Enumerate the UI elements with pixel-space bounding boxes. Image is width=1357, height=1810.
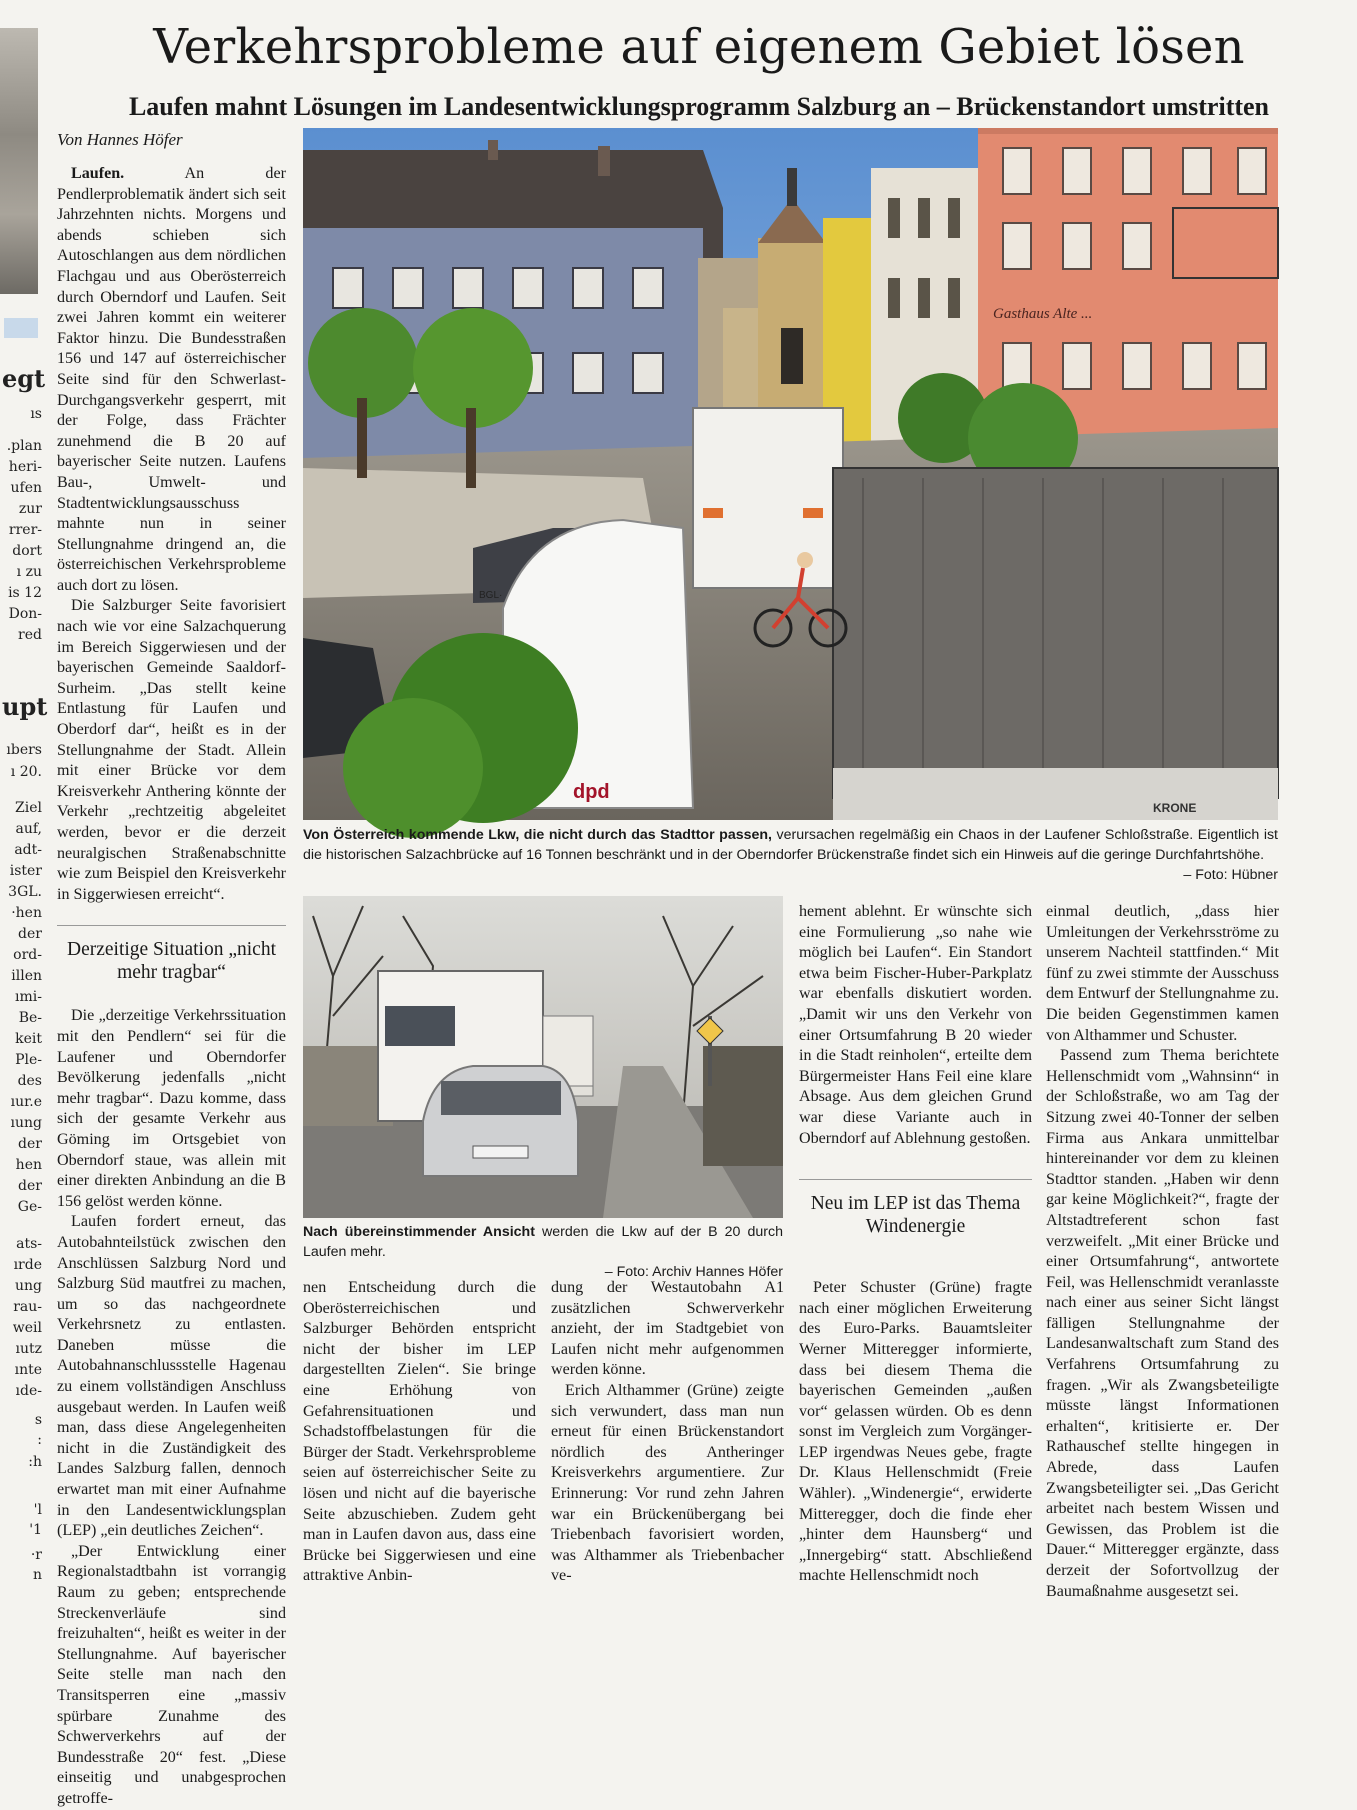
neighbor-text-fragment: ı 20. <box>10 764 42 780</box>
neighbor-text-fragment: ord- <box>13 947 42 963</box>
photo2-caption <box>303 1222 783 1282</box>
neighbor-text-fragment: Be- <box>18 1010 42 1026</box>
neighbor-text-fragment: Don- <box>8 606 42 622</box>
neighbor-text-fragment: : <box>37 1432 42 1448</box>
neighbor-text-fragment: ·r <box>30 1547 42 1563</box>
neighbor-text-fragment: ımi- <box>15 989 42 1005</box>
paragraph: Laufen fordert erneut, das Autobahnteilstück zwischen den Anschlüssen Salzburg Nord und Salzburg Süd mautfrei zu machen, um so das nachgeordnete Verkehrsnetz zu entlasten. Daneben müsse die Autobahnanschlussstelle Hagenau zu einem vollständigen Anschluss ausgebaut werden. In Laufen weiß man, dass diese Angelegenheiten nicht in die Zuständigkeit des Landes Salzburg fallen, dennoch erwartet man mit einer Aufnahme in den Landesentwicklungsplan (LEP) „ein deutliches Zeichen“. <box>57 1213 286 1540</box>
neighbor-text-fragment: auf, <box>15 821 42 837</box>
caption-lead: Von Österreich kommende Lkw, die nicht durch das Stadttor passen, <box>303 827 772 843</box>
caption-text: werden die Lkw auf der B 20 durch Laufen mehr. <box>303 1224 783 1260</box>
neighbor-text-fragment: '1 <box>29 1522 42 1538</box>
trailer-brand-text: KRONE <box>1153 801 1197 815</box>
neighbor-text-fragment: heri- <box>8 459 42 475</box>
van-logo-text: dpd <box>573 781 610 803</box>
neighbor-article-edge <box>0 0 48 1600</box>
street-scene-photo <box>303 128 1278 820</box>
neighbor-text-fragment: s <box>34 1412 42 1428</box>
street-scene-illustration <box>303 128 1278 820</box>
neighbor-text-fragment: ung <box>15 1278 42 1294</box>
neighbor-text-fragment: ats- <box>16 1236 42 1252</box>
neighbor-text-fragment: egt <box>2 364 46 393</box>
paragraph: nen Entscheidung durch die Oberösterreichischen und Salzburger Behörden entspricht nicht der bisher im LEP dargestellten Zielen“. Sie bringe eine Erhöhung von Gefahrensituationen und Schadstoffbelastungen für die Bürger der Stadt. Verkehrsprobleme seien auf österreichischer Seite zu lösen und nicht auf die bayerische Seite abzuschieben. Zudem geht man in Laufen davon aus, dass eine Brücke bei Siggerwiesen und eine attraktive Anbin- <box>303 1279 536 1585</box>
b20-trucks-illustration <box>303 896 783 1218</box>
neighbor-text-fragment: ister <box>9 863 42 879</box>
paragraph: hement ablehnt. Er wünschte sich eine Formulierung „so nahe wie möglich bei Laufen“. Ein Standort etwa beim Fischer-Huber-Parkplatz war ebenfalls diskutiert worden. „Damit wir uns den Verkehr von einer Ortsumfahrung B 20 wieder in die Stadt reinholen“, erteilte dem Bürgermeister Hans Feil eine klare Absage. Aus dem gleichen Grund war diese Variante auch in Oberndorf auf Ablehnung gestoßen. <box>799 903 1032 1147</box>
neighbor-photo-fragment <box>0 28 38 294</box>
paragraph: dung der Westautobahn A1 zusätzlichen Schwerverkehr anzieht, der im Stadtgebiet von Laufen nicht mehr aufgenommen werden könne. <box>551 1279 784 1379</box>
paragraph: Erich Althammer (Grüne) zeigte sich verwundert, dass man nun erneut für einen Brückenstandort nördlich des Antheringer Kreisverkehrs argumentiere. Zur Erinnerung: Vor rund zehn Jahren war ein Brückenübergang bei Triebenbach favorisiert worden, was Althammer als Triebenbacher ve- <box>551 1381 784 1585</box>
neighbor-text-fragment: ıutz <box>15 1341 42 1357</box>
paragraph: Die Salzburger Seite favorisiert nach wie vor eine Salzachquerung im Bereich Siggerwiesen und der bayerischen Gemeinde Saaldorf-Surheim. „Das stellt keine Entlastung für Laufen und Oberdorf dar“, heißt es in der Stellungnahme der Stadt. Allein mit einer Brücke vor dem Kreisverkehr Anthering könnte der Verkehr „rechtzeitig abgeleitet werden, bevor er die derzeit neuralgischen Straßenabschnitte wie zum Beispiel den Kreisverkehr in Siggerwiesen erreicht“. <box>57 597 286 903</box>
neighbor-text-fragment: weil <box>12 1320 42 1336</box>
neighbor-text-fragment: der <box>18 1136 42 1152</box>
neighbor-text-fragment: 3GL. <box>8 884 42 900</box>
neighbor-text-fragment: ınte <box>14 1362 42 1378</box>
neighbor-text-fragment: rau- <box>13 1299 42 1315</box>
photo1-caption <box>303 825 1278 885</box>
neighbor-text-fragment: ıbers <box>6 742 42 758</box>
paragraph: einmal deutlich, „dass hier Umleitungen der Verkehrsströme zu unserem Nachteil stattfinden.“ Mit fünf zu zwei stimmte der Ausschuss dem Entwurf der Stellungnahme zu. Die beiden Gegenstimmen kamen von Althammer und Schuster. <box>1046 903 1279 1044</box>
paragraph <box>57 164 286 596</box>
neighbor-text-fragment: des <box>17 1073 42 1089</box>
subheading: Neu im LEP ist das Thema Windenergie <box>799 1179 1032 1238</box>
neighbor-text-fragment: upt <box>2 692 48 721</box>
article-subtitle: Laufen mahnt Lösungen im Landesentwicklungsprogramm Salzburg an – Brückenstandort umstritten <box>128 92 1270 121</box>
b20-trucks-photo <box>303 896 783 1218</box>
column-3 <box>551 1278 784 1587</box>
car-plate-text: BGL· <box>479 590 503 601</box>
column-5 <box>1046 902 1279 1602</box>
neighbor-text-fragment: ıs <box>30 406 42 422</box>
neighbor-text-fragment: n <box>32 1567 42 1583</box>
neighbor-text-fragment: is 12 <box>8 585 42 601</box>
neighbor-text-fragment: Ziel <box>15 800 42 816</box>
dateline: Laufen. <box>71 165 125 182</box>
neighbor-text-fragment: der <box>18 1178 42 1194</box>
neighbor-text-fragment: zur <box>18 501 42 517</box>
subheading: Derzeitige Situation „nicht mehr tragbar“ <box>57 925 286 984</box>
byline: Von Hannes Höfer <box>57 130 183 149</box>
neighbor-text-fragment: :h <box>28 1454 42 1470</box>
paragraph: „Der Entwicklung einer Regionalstadtbahn ist vorrangig Raum zu geben; entsprechende Streckenverläufe sind freizuhalten“, heißt es weiter in der Stellungnahme. Auf bayerischer Seite stelle man nach den Transitsperren eine „massiv spürbare Zunahme des Schwerverkehrs auf der Bundesstraße 20“ fest. „Diese einseitig und unabgesprochen getroffe- <box>57 1542 286 1807</box>
neighbor-text-fragment: rrer- <box>8 522 42 538</box>
neighbor-text-fragment: ı zu <box>16 564 42 580</box>
photo-credit: – Foto: Archiv Hannes Höfer <box>604 1264 783 1280</box>
neighbor-text-fragment: ıur.e <box>10 1094 42 1110</box>
paragraph: Peter Schuster (Grüne) fragte nach einer möglichen Erweiterung des Euro-Parks. Bauamtsleiter Werner Mitteregger informierte, dass bei diesem Thema die bayerischen Gemeinden „außen vor“ gelassen würden. Ob es denn sonst im Vergleich zum Vorgänger-LEP irgendwas Neues gebe, fragte Dr. Klaus Hellenschmidt (Freie Wähler). „Windenergie“, erwiderte Mitteregger, doch die finde eher „hinter dem Haunsberg“ und „Innergebirg“ statt. Abschließend machte Hellenschmidt noch <box>799 1279 1032 1585</box>
neighbor-color-block <box>4 318 38 338</box>
neighbor-text-fragment: der <box>18 926 42 942</box>
neighbor-text-fragment: .plan <box>6 438 42 454</box>
neighbor-text-fragment: 'l <box>33 1502 42 1518</box>
neighbor-text-fragment: ıde- <box>15 1383 42 1399</box>
paragraph-text: An der Pendlerproblematik ändert sich seit Jahrzehnten nichts. Morgens und abends schieben sich Autoschlangen aus dem nördlichen Flachgau und aus Oberösterreich durch Oberndorf und Laufen. Seit zwei Jahren kommt ein weiterer Faktor hinzu. Die Bundesstraßen 156 und 147 auf österreichischer Seite sind für den Schwerlast-Durchgangsverkehr gesperrt, mit der Folge, dass Frächter zunehmend die B 20 auf bayerischer Seite nutzen. Laufens Bau-, Umwelt- und Stadtentwicklungsausschuss mahnte nun in seiner Stellungnahme dringend an, die österreichischen Verkehrsprobleme auch dort zu lösen. <box>57 165 286 594</box>
neighbor-text-fragment: Ge- <box>17 1199 42 1215</box>
neighbor-text-fragment: adt- <box>14 842 42 858</box>
caption-text: verursachen regelmäßig ein Chaos in der Laufener Schloßstraße. Eigentlich ist die historischen Salzachbrücke auf 16 Tonnen beschränkt und in der Oberndorfer Brückenstraße findet sich ein Hinweis auf die geringe Durchfahrtshöhe. <box>303 827 1279 863</box>
article-title: Verkehrsprobleme auf eigenem Gebiet lösen <box>153 19 1245 75</box>
neighbor-text-fragment: dort <box>12 543 42 559</box>
neighbor-text-fragment: ırde <box>13 1257 42 1273</box>
photo-credit: – Foto: Hübner <box>1183 867 1278 883</box>
neighbor-text-fragment: hen <box>15 1157 42 1173</box>
neighbor-text-fragment: red <box>18 627 42 643</box>
column-2 <box>303 1278 536 1587</box>
neighbor-text-fragment: ·hen <box>11 905 42 921</box>
column-1 <box>57 164 286 1810</box>
neighbor-text-fragment: Ple- <box>15 1052 42 1068</box>
neighbor-text-fragment: ıung <box>10 1115 42 1131</box>
caption-lead: Nach übereinstimmender Ansicht <box>303 1224 535 1240</box>
column-4 <box>799 902 1032 1587</box>
paragraph: Die „derzeitige Verkehrssituation mit den Pendlern“ sei für die Laufener und Oberndorfer Bevölkerung jedenfalls „nicht mehr tragbar“. Dazu komme, dass sich der gesamte Verkehr aus Göming im Ortsgebiet von Oberndorf staue, was allein mit einer direkten Anbindung an die B 156 gelöst werden könne. <box>57 1007 286 1210</box>
neighbor-text-fragment: illen <box>11 968 42 984</box>
inn-sign-text: Gasthaus Alte ... <box>993 306 1093 322</box>
neighbor-text-fragment: keit <box>15 1031 42 1047</box>
neighbor-text-fragment: ufen <box>10 480 42 496</box>
paragraph: Passend zum Thema berichtete Hellenschmidt vom „Wahnsinn“ in der Schloßstraße, wo am Tag der Sitzung zwei 40-Tonner der selben Firma aus Ankara unmittelbar hintereinander vor dem zu kleinen Stadttor standen. „Haben wir denn gar keine Möglichkeit?“, fragte der Altstadtreferent schon fast verzweifelt. „Mit einer Brücke und einer Ortsumfahrung“, antwortete Feil, was Hellenschmidt veranlasste nach einer aus seiner Sicht längst fälligen Stellungnahme der Landesanwaltschaft zum Stand des Verfahrens Ortsumfahrung zu fragen. „Wir als Zwangsbeteiligte müsste längst Informationen erhalten“, kritisierte er. Der Rathauschef stellte hingegen in Abrede, dass Laufen Zwangsbeteiligter sei. „Das Gericht arbeitet nach bestem Wissen und Gewissen, das Problem ist die Dauer.“ Mitteregger ergänzte, dass derzeit der Sofortvollzug der Baumaßnahme ausgesetzt sei. <box>1046 1047 1279 1600</box>
